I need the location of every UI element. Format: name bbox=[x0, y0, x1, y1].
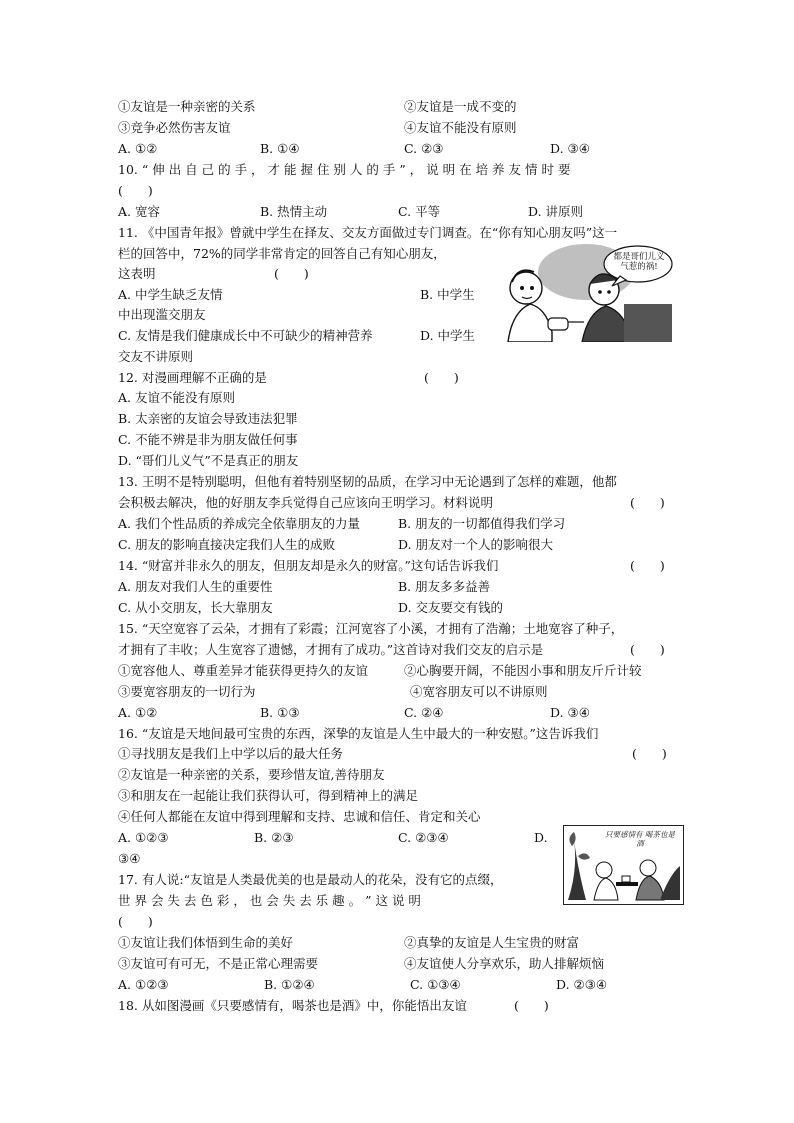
q11-option-b: B. 中学生 bbox=[420, 287, 475, 302]
q11-option-d: D. 中学生 bbox=[420, 328, 476, 343]
q12-option-b: B. 太亲密的友谊会导致违法犯罪 bbox=[118, 411, 298, 426]
q17-option-d: D. ②③④ bbox=[556, 977, 608, 992]
q9-option-c: C. ②③ bbox=[404, 141, 444, 156]
q16-option-d-cont: ③④ bbox=[118, 851, 141, 866]
q15-answer-paren: ( ) bbox=[630, 642, 665, 657]
q15-statement-3: ③要宽容朋友的一切行为 bbox=[118, 684, 256, 699]
q10-stem: 10. “ 伸 出 自 己 的 手 ， 才 能 握 住 别 人 的 手 ” ， 说 明 在 培 养 友 情 时 要 bbox=[118, 162, 571, 177]
q10-option-c: C. 平等 bbox=[398, 204, 441, 219]
q9-statement-2: ②友谊是一成不变的 bbox=[404, 99, 517, 114]
cartoon-speech-bubble: 都是哥们儿义气惹的祸! bbox=[613, 252, 665, 272]
q16-statement-2: ②友谊是一种亲密的关系，要珍惜友谊,善待朋友 bbox=[118, 767, 385, 782]
q17-option-c: C. ①③④ bbox=[410, 977, 461, 992]
q11-option-d-cont: 交友不讲原则 bbox=[118, 349, 194, 364]
q17-stem-line-2: 世 界 会 失 去 色 彩 ， 也 会 失 去 乐 趣 。 ” 这 说 明 bbox=[118, 893, 421, 908]
q13-option-a: A. 我们个性品质的养成完全依靠朋友的力量 bbox=[118, 516, 360, 531]
q13-option-d: D. 朋友对一个人的影响很大 bbox=[398, 537, 554, 552]
q9-statement-3: ③竞争必然伤害友谊 bbox=[118, 120, 231, 135]
q17-stem-line-1: 17. 有人说:“友谊是人类最优美的也是最动人的花朵，没有它的点缀， bbox=[118, 872, 503, 887]
q15-option-c: C. ②④ bbox=[404, 705, 444, 720]
q14-option-a: A. 朋友对我们人生的重要性 bbox=[118, 579, 273, 594]
q17-statement-2: ②真挚的友谊是人生宝贵的财富 bbox=[404, 935, 580, 950]
brotherhood-cartoon bbox=[496, 242, 674, 342]
q14-option-d: D. 交友要交有钱的 bbox=[398, 600, 504, 615]
q16-option-b: B. ②③ bbox=[254, 830, 294, 845]
q11-option-a: A. 中学生缺乏友情 bbox=[118, 287, 223, 302]
q17-option-a: A. ①②③ bbox=[118, 977, 169, 992]
cartoon-title: 只要感情有 喝茶也是酒 bbox=[605, 830, 675, 848]
q15-option-b: B. ①③ bbox=[260, 705, 300, 720]
q13-answer-paren: ( ) bbox=[630, 495, 665, 510]
q11-stem-line-1: 11. 《中国青年报》曾就中学生在择友、交友方面做过专门调查。在“你有知心朋友吗”这一 bbox=[118, 225, 618, 240]
q13-option-c: C. 朋友的影响直接决定我们人生的成败 bbox=[118, 537, 336, 552]
q12-answer-paren: ( ) bbox=[424, 370, 459, 385]
q12-option-a: A. 友谊不能没有原则 bbox=[118, 390, 235, 405]
q14-option-c: C. 从小交朋友，长大靠朋友 bbox=[118, 600, 273, 615]
q15-statement-1: ①宽容他人、尊重差异才能获得更持久的友谊 bbox=[118, 663, 369, 678]
q11-stem-line-2: 栏的回答中，72%的同学非常肯定的回答自己有知心朋友， bbox=[118, 246, 446, 261]
q15-statement-2: ②心胸要开阔，不能因小事和朋友斤斤计较 bbox=[404, 663, 642, 678]
q9-option-b: B. ①④ bbox=[260, 141, 300, 156]
q16-answer-paren: ( ) bbox=[632, 746, 667, 761]
q16-option-d: D. bbox=[534, 830, 548, 845]
q15-stem-line-1: 15. “天空宽容了云朵，才拥有了彩霞；江河宽容了小溪，才拥有了浩瀚；土地宽容了种子， bbox=[118, 621, 624, 636]
q16-statement-3: ③和朋友在一起能让我们获得认可，得到精神上的满足 bbox=[118, 788, 419, 803]
q16-statement-1: ①寻找朋友是我们上中学以后的最大任务 bbox=[118, 746, 344, 761]
q15-statement-4: ④宽容朋友可以不讲原则 bbox=[410, 684, 548, 699]
q10-option-d: D. 讲原则 bbox=[528, 204, 584, 219]
q16-option-a: A. ①②③ bbox=[118, 830, 169, 845]
q11-option-c: C. 友情是我们健康成长中不可缺少的精神营养 bbox=[118, 328, 373, 343]
q13-stem-line-1: 13. 王明不是特别聪明，但他有着特别坚韧的品质，在学习中无论遇到了怎样的难题，他都 bbox=[118, 474, 617, 489]
q14-option-b: B. 朋友多多益善 bbox=[398, 579, 491, 594]
q17-statement-3: ③友谊可有可无，不是正常心理需要 bbox=[118, 956, 319, 971]
q10-answer-paren: ( ) bbox=[118, 183, 153, 198]
q12-option-c: C. 不能不辨是非为朋友做任何事 bbox=[118, 432, 298, 447]
q11-answer-paren: ( ) bbox=[274, 266, 309, 281]
q9-option-d: D. ③④ bbox=[550, 141, 590, 156]
q11-option-b-cont: 中出现滥交朋友 bbox=[118, 307, 206, 322]
q15-stem-line-2: 才拥有了丰收；人生宽容了遗憾，才拥有了成功。”这首诗对我们交友的启示是 bbox=[118, 642, 544, 657]
tea-wine-cartoon bbox=[563, 825, 684, 905]
q14-answer-paren: ( ) bbox=[630, 558, 665, 573]
q16-option-c: C. ②③④ bbox=[398, 830, 449, 845]
q16-stem: 16. “友谊是天地间最可宝贵的东西，深挚的友谊是人生中最大的一种安慰。”这告诉我们 bbox=[118, 726, 599, 741]
q10-option-a: A. 宽容 bbox=[118, 204, 160, 219]
q11-stem-line-3: 这表明 bbox=[118, 266, 156, 281]
q13-stem-line-2: 会积极去解决，他的好朋友李兵觉得自己应该向王明学习。材料说明 bbox=[118, 495, 494, 510]
q14-stem: 14. “财富并非永久的朋友，但朋友却是永久的财富。”这句话告诉我们 bbox=[118, 558, 499, 573]
q18-answer-paren: ( ) bbox=[514, 998, 549, 1013]
q9-statement-1: ①友谊是一种亲密的关系 bbox=[118, 99, 256, 114]
q15-option-d: D. ③④ bbox=[550, 705, 590, 720]
q9-option-a: A. ①② bbox=[118, 141, 158, 156]
q16-statement-4: ④任何人都能在友谊中得到理解和支持、忠诚和信任、肯定和关心 bbox=[118, 809, 481, 824]
q17-option-b: B. ①②④ bbox=[264, 977, 315, 992]
q18-stem: 18. 从如图漫画《只要感情有，喝茶也是酒》中，你能悟出友谊 bbox=[118, 998, 467, 1013]
q15-option-a: A. ①② bbox=[118, 705, 158, 720]
q12-option-d: D. “哥们儿义气”不是真正的朋友 bbox=[118, 453, 299, 468]
q17-answer-paren: ( ) bbox=[118, 914, 153, 929]
q12-stem: 12. 对漫画理解不正确的是 bbox=[118, 370, 267, 385]
q10-option-b: B. 热情主动 bbox=[260, 204, 328, 219]
q17-statement-4: ④友谊使人分享欢乐，助人排解烦恼 bbox=[404, 956, 605, 971]
q17-statement-1: ①友谊让我们体悟到生命的美好 bbox=[118, 935, 294, 950]
q9-statement-4: ④友谊不能没有原则 bbox=[404, 120, 517, 135]
q13-option-b: B. 朋友的一切都值得我们学习 bbox=[398, 516, 566, 531]
